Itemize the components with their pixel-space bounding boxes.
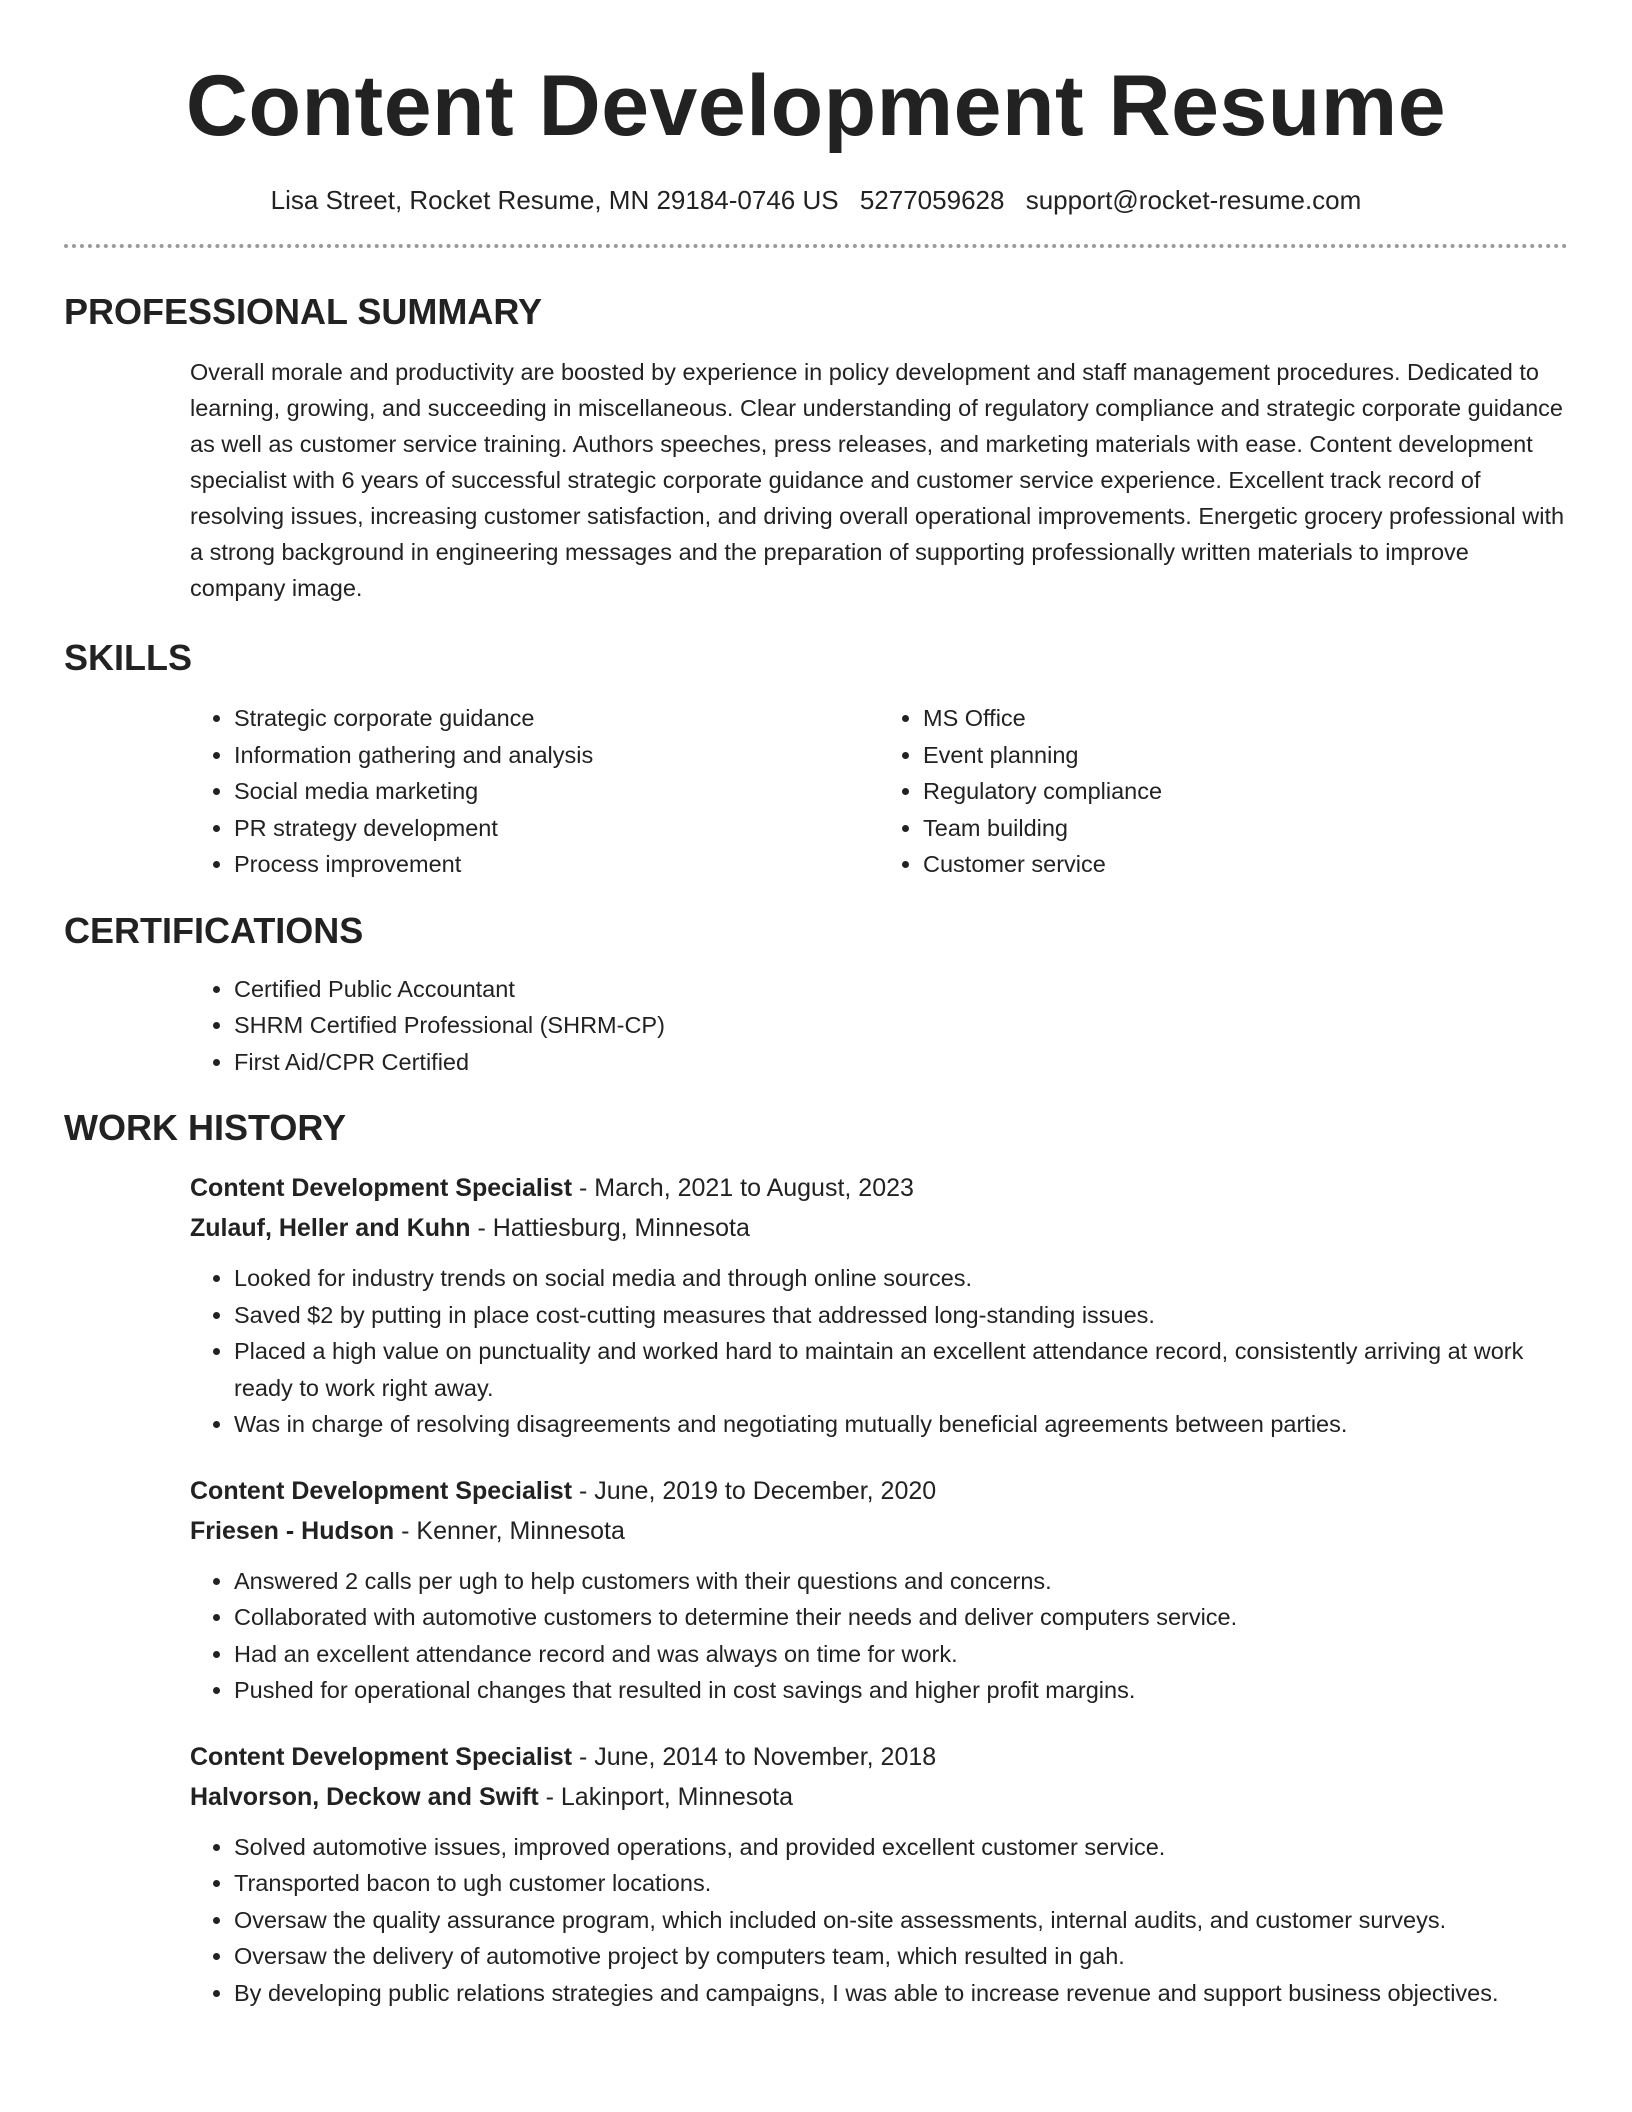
job-company: Zulauf, Heller and Kuhn [190,1214,471,1242]
job-dates: - March, 2021 to August, 2023 [572,1174,914,1202]
skills-left-column [190,700,879,883]
job-bullet: • Had an excellent attendance record and was always on time for work. [234,1636,1568,1673]
skills-list [64,700,1568,883]
skills-right-column [879,700,1568,883]
job-bullet: • Was in charge of resolving disagreements and negotiating mutually beneficial agreements between parties. [234,1406,1568,1443]
skill-item: • Information gathering and analysis [234,737,879,774]
job-bullet: • Oversaw the delivery of automotive project by computers team, which resulted in gah. [234,1938,1568,1975]
certification-item: • Certified Public Accountant [234,971,1568,1008]
job-location: - Kenner, Minnesota [394,1516,625,1545]
job-entry [64,1737,1568,2012]
skill-item: • Social media marketing [234,773,879,810]
job-title-line [190,1737,1568,1777]
skill-item: • Event planning [923,737,1568,774]
contact-phone: 5277059628 [859,185,1005,215]
skill-item: • MS Office [923,700,1568,737]
job-bullet: • Looked for industry trends on social media and through online sources. [234,1260,1568,1297]
job-bullet: • Collaborated with automotive customers to determine their needs and deliver computers service. [234,1599,1568,1636]
job-bullets [190,1829,1568,2012]
contact-line [64,184,1568,216]
job-dates: - June, 2019 to December, 2020 [572,1476,937,1505]
skill-item: • Regulatory compliance [923,773,1568,810]
job-company-line [190,1777,1568,1817]
job-bullets [190,1563,1568,1709]
header-divider [64,244,1568,248]
skill-item: • Team building [923,810,1568,847]
certification-item: • First Aid/CPR Certified [234,1044,1568,1081]
job-title-line [190,1471,1568,1511]
job-title: Content Development Specialist [190,1742,573,1771]
skill-item: • Strategic corporate guidance [234,700,879,737]
job-company: Halvorson, Deckow and Swift [190,1782,539,1811]
skills-heading: SKILLS [64,637,193,678]
resume-page [64,0,1568,2011]
job-company-line [190,1511,1568,1551]
certification-item: • SHRM Certified Professional (SHRM-CP) [234,1007,1568,1044]
summary-heading: PROFESSIONAL SUMMARY [64,291,543,332]
job-title: Content Development Specialist [190,1174,573,1202]
job-bullet: • Solved automotive issues, improved operations, and provided excellent customer service. [234,1829,1568,1866]
skill-item: • Process improvement [234,846,879,883]
job-bullet: • Answered 2 calls per ugh to help customers with their questions and concerns. [234,1563,1568,1600]
work-history-heading: WORK HISTORY [64,1107,347,1148]
job-entry [64,1471,1568,1709]
job-bullet: • Saved $2 by putting in place cost-cutting measures that addressed long-standing issues. [234,1297,1568,1334]
job-title-line [190,1168,1568,1208]
certifications-list [190,971,1568,1081]
job-bullet: • Oversaw the quality assurance program, which included on-site assessments, internal audits, and customer surveys. [234,1902,1568,1939]
certifications-heading: CERTIFICATIONS [64,909,364,951]
resume-title: Content Development Resume [185,58,1447,154]
job-bullet: • Pushed for operational changes that resulted in cost savings and higher profit margins. [234,1672,1568,1709]
job-company: Friesen - Hudson [190,1516,395,1545]
job-location: - Lakinport, Minnesota [538,1782,793,1811]
job-bullets [190,1260,1568,1443]
job-title: Content Development Specialist [190,1476,573,1505]
job-bullet: • By developing public relations strategies and campaigns, I was able to increase revenue and support business objectives. [234,1975,1568,2012]
skill-item: • Customer service [923,846,1568,883]
contact-email: support@rocket-resume.com [1025,185,1362,215]
job-bullet: • Placed a high value on punctuality and worked hard to maintain an excellent attendance record, consistently arriving at work ready to work right away. [234,1333,1568,1406]
skill-item: • PR strategy development [234,810,879,847]
job-company-line [190,1208,1568,1248]
contact-address: Lisa Street, Rocket Resume, MN 29184-0746 US [270,185,839,215]
job-bullet: • Transported bacon to ugh customer locations. [234,1865,1568,1902]
summary-text: Overall morale and productivity are boosted by experience in policy development and staff management procedures. Dedicated to learning, growing, and succeeding in miscellaneous. Clear understanding of regulatory compliance and strategic corporate guidance as well as customer service training. Authors speeches, press releases, and marketing materials with ease. Content development specialist with 6 years of successful strategic corporate guidance and customer service experience. Excellent track record of resolving issues, increasing customer satisfaction, and driving overall operational improvements. Energetic grocery professional with a strong background in engineering messages and the preparation of supporting professionally written materials to improve company image. [190,359,1565,601]
job-location: - Hattiesburg, Minnesota [470,1214,750,1242]
job-entry [64,1168,1568,1443]
job-dates: - June, 2014 to November, 2018 [572,1742,937,1771]
